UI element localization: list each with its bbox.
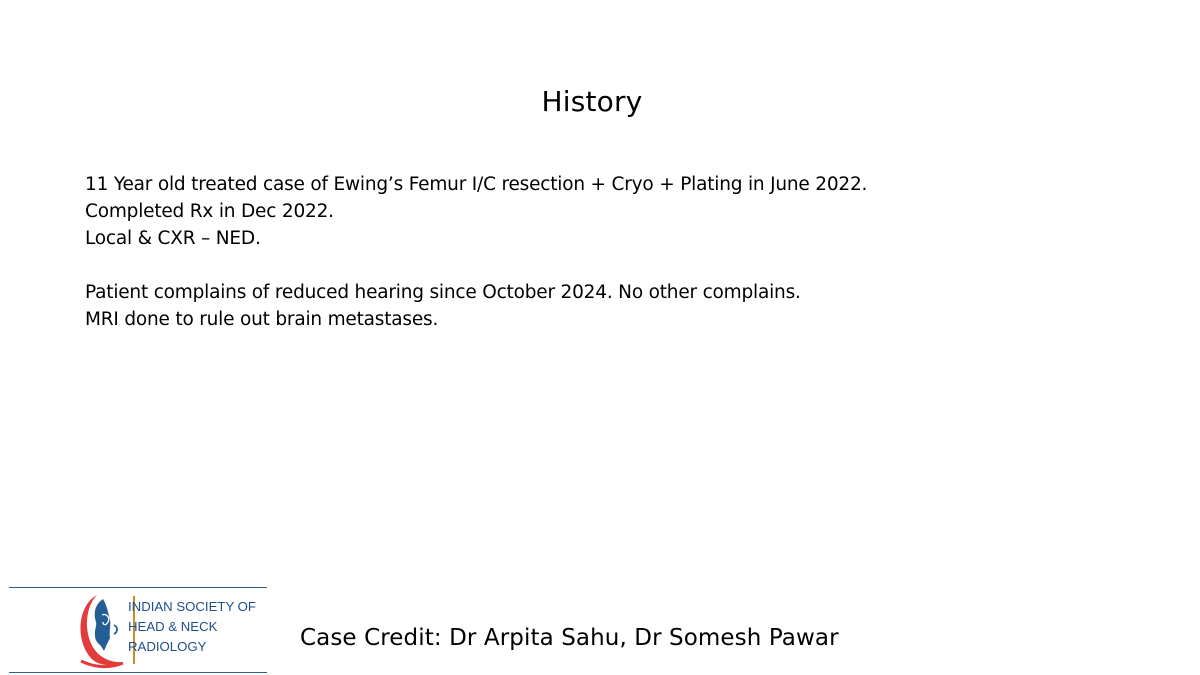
logo-line: INDIAN SOCIETY OF [128, 599, 256, 614]
history-line: Patient complains of reduced hearing since October 2024. No other complains. [85, 282, 801, 303]
slide-title: History [541, 85, 643, 118]
case-credit: Case Credit: Dr Arpita Sahu, Dr Somesh Pawar [300, 625, 839, 651]
logo-line: HEAD & NECK [128, 619, 218, 634]
history-body [85, 171, 1145, 333]
head-neck-logo-icon [73, 591, 129, 669]
logo-text [128, 597, 266, 657]
society-logo [9, 587, 267, 673]
paragraph-gap [85, 252, 1145, 279]
history-line: Local & CXR – NED. [85, 228, 261, 249]
history-line: Completed Rx in Dec 2022. [85, 201, 334, 222]
history-line: MRI done to rule out brain metastases. [85, 309, 439, 330]
history-line: 11 Year old treated case of Ewing’s Femur I/C resection + Cryo + Plating in June 2022. [85, 174, 868, 195]
logo-line: RADIOLOGY [128, 639, 207, 654]
